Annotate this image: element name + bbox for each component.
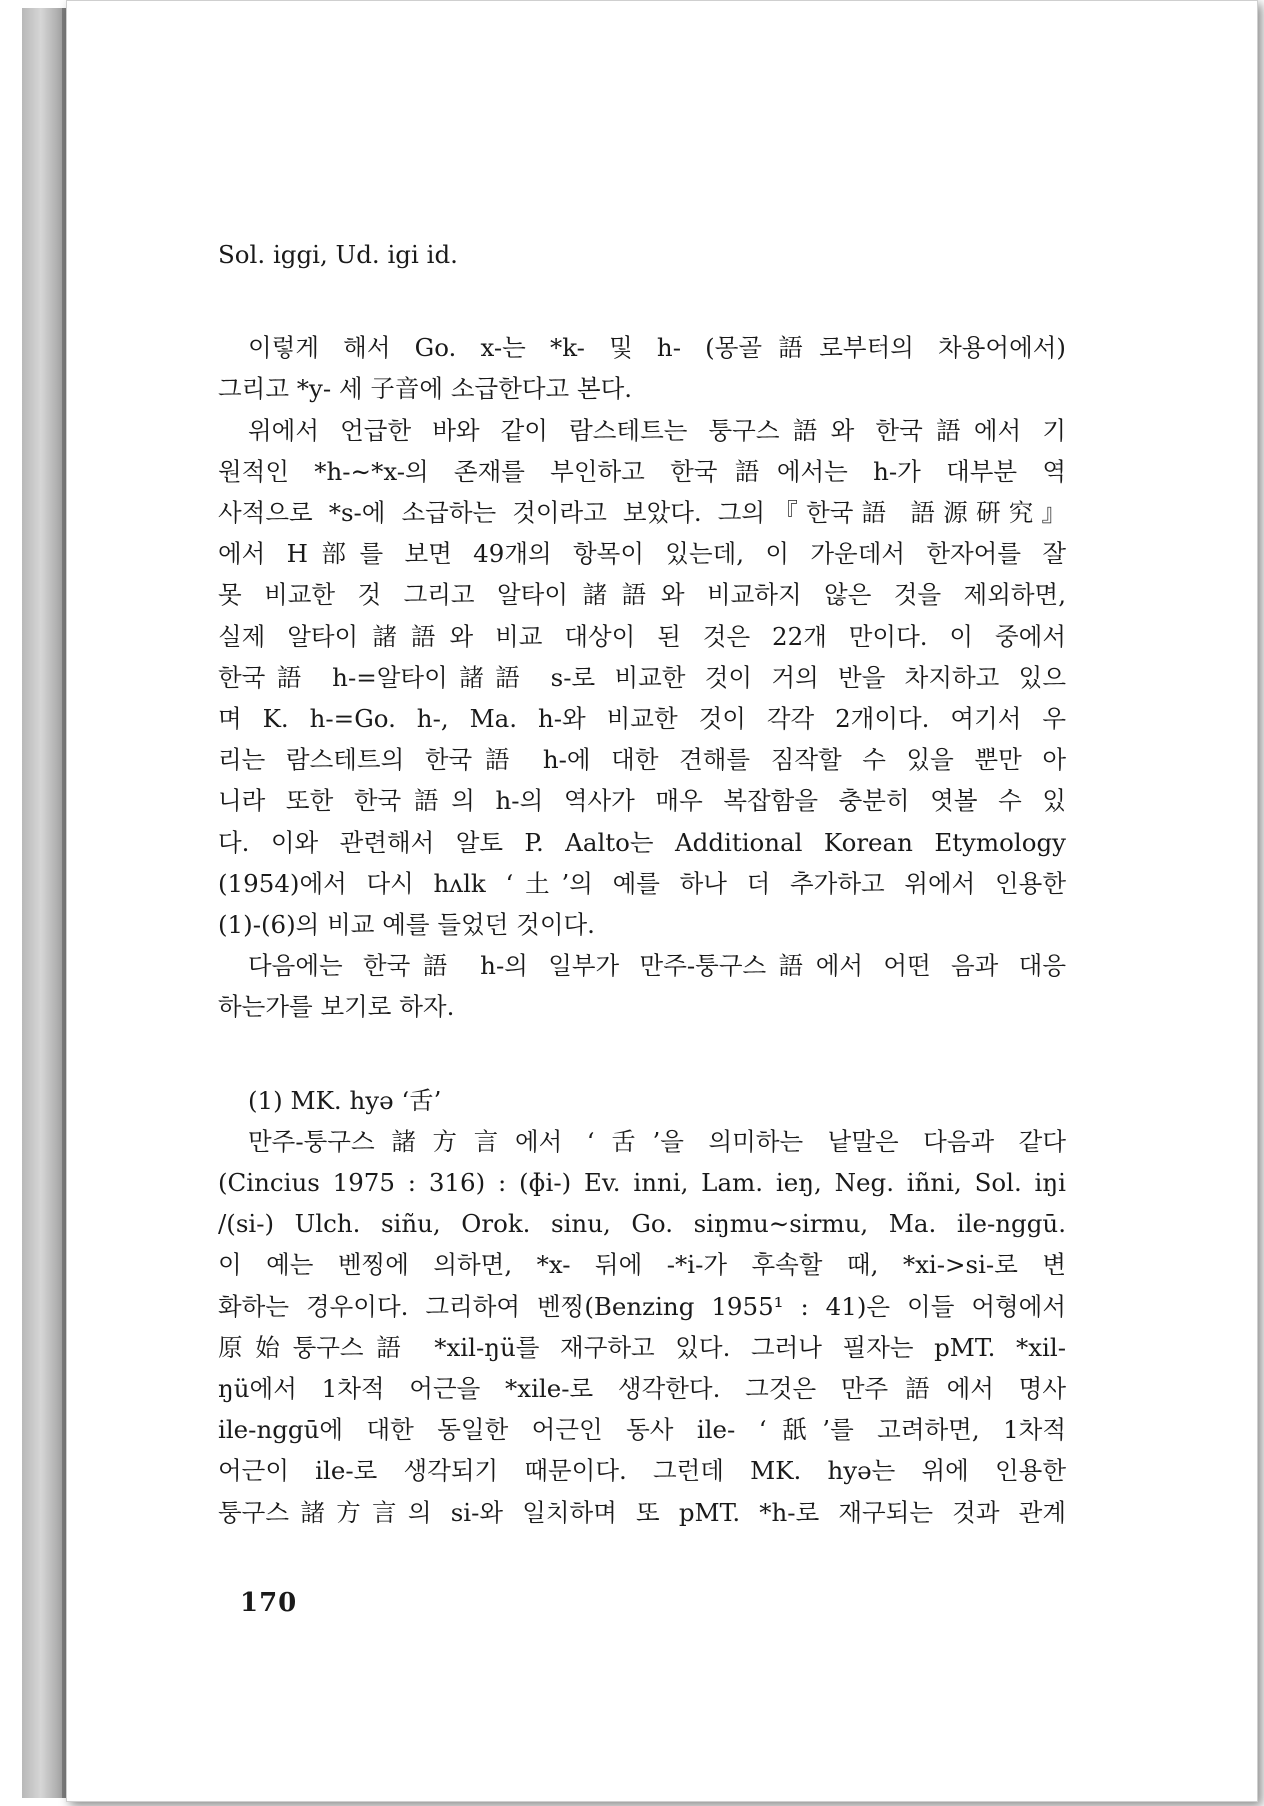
text-line-14: 다. 이와 관련해서 알토 P. Aalto는 Additional Korean Etymology: [218, 827, 1066, 857]
text-line-7: 에서 H部를 보면 49개의 항목이 있는데, 이 가운데서 한자어를 잘: [218, 539, 1066, 569]
text-line-4: 위에서 언급한 바와 같이 람스테트는 퉁구스語와 한국語에서 기: [248, 415, 1066, 445]
text-line-9: 실제 알타이諸語와 비교 대상이 된 것은 22개 만이다. 이 중에서: [218, 621, 1066, 651]
text-line-6: 사적으로 *s-에 소급하는 것이라고 보았다. 그의『한국語 語源硏究』: [218, 498, 1066, 528]
text-line-12: 리는 람스테트의 한국語 h-에 대한 견해를 짐작할 수 있을 뿐만 아: [218, 745, 1066, 775]
text-line-24: 화하는 경우이다. 그리하여 벤찡(Benzing 1955¹ : 41)은 이들 어형에서: [218, 1291, 1066, 1321]
text-line-16: (1)-(6)의 비교 예를 들었던 것이다.: [218, 910, 595, 940]
text-line-27: ile-nggū에 대한 동일한 어근인 동사 ile- ‘舐’를 고려하면, 1차적: [218, 1415, 1066, 1445]
text-line-2: 이렇게 해서 Go. x-는 *k- 및 h- (몽골語로부터의 차용어에서): [248, 333, 1066, 363]
text-line-1: Sol. iggi, Ud. igi id.: [218, 240, 458, 269]
text-line-23: 이 예는 벤찡에 의하면, *x- 뒤에 -*i-가 후속할 때, *xi->si-로 변: [218, 1250, 1066, 1280]
book-spine: [22, 8, 64, 1798]
text-line-8: 못 비교한 것 그리고 알타이諸語와 비교하지 않은 것을 제외하면,: [218, 580, 1066, 610]
text-line-25: 原始퉁구스語 *xil-ŋü를 재구하고 있다. 그러나 필자는 pMT. *xil-: [218, 1332, 1066, 1362]
text-line-29: 퉁구스諸方言의 si-와 일치하며 또 pMT. *h-로 재구되는 것과 관계: [218, 1497, 1066, 1527]
text-line-26: ŋü에서 1차적 어근을 *xile-로 생각한다. 그것은 만주語에서 명사: [218, 1374, 1066, 1404]
section-heading: (1) MK. hyə ‘舌’: [248, 1085, 442, 1115]
text-line-10: 한국語 h-=알타이諸語 s-로 비교한 것이 거의 반을 차지하고 있으: [218, 662, 1066, 692]
text-line-15: (1954)에서 다시 hʌlk ‘土’의 예를 하나 더 추가하고 위에서 인용한: [218, 868, 1066, 898]
text-line-21: (Cincius 1975 : 316) : (ɸi-) Ev. inni, Lam. ieŋ, Neg. iñni, Sol. iŋi: [218, 1168, 1066, 1198]
text-line-18: 하는가를 보기로 하자.: [218, 992, 455, 1022]
text-line-3: 그리고 *y- 세 子音에 소급한다고 본다.: [218, 374, 633, 404]
page-number: 170: [240, 1588, 298, 1618]
text-line-22: /(si-) Ulch. siñu, Orok. sinu, Go. siŋmu∼sirmu, Ma. ile-nggū.: [218, 1209, 1066, 1239]
text-line-28: 어근이 ile-로 생각되기 때문이다. 그런데 MK. hyə는 위에 인용한: [218, 1456, 1066, 1486]
text-line-11: 며 K. h-=Go. h-, Ma. h-와 비교한 것이 각각 2개이다. 여기서 우: [218, 704, 1066, 734]
text-line-17: 다음에는 한국語 h-의 일부가 만주-퉁구스語에서 어떤 음과 대응: [248, 951, 1066, 981]
text-line-20: 만주-퉁구스諸方言에서 ‘舌’을 의미하는 낱말은 다음과 같다: [248, 1126, 1066, 1156]
text-line-5: 원적인 *h-∼*x-의 존재를 부인하고 한국語에서는 h-가 대부분 역: [218, 456, 1066, 486]
text-line-13: 니라 또한 한국語의 h-의 역사가 매우 복잡함을 충분히 엿볼 수 있: [218, 786, 1066, 816]
page-body: [218, 234, 1066, 1533]
